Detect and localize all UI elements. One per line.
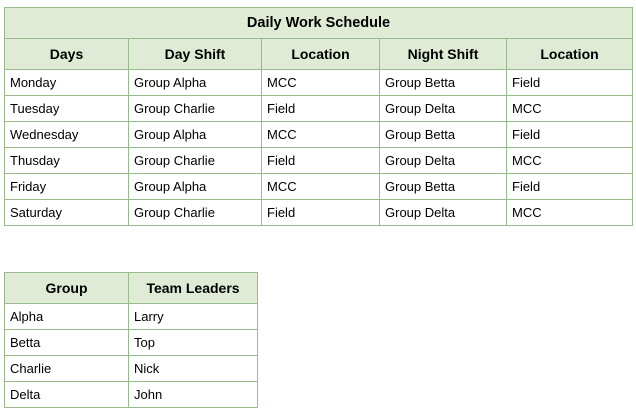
cell-night-location: Field bbox=[507, 70, 633, 96]
table-row bbox=[5, 200, 633, 226]
cell-day: Wednesday bbox=[5, 122, 129, 148]
cell-group: Alpha bbox=[5, 304, 129, 330]
cell-day-location: Field bbox=[262, 96, 380, 122]
table-row bbox=[5, 122, 633, 148]
group-team-leaders-table bbox=[4, 272, 258, 408]
cell-group: Betta bbox=[5, 330, 129, 356]
cell-day-location: MCC bbox=[262, 70, 380, 96]
table-row bbox=[5, 96, 633, 122]
cell-night-location: MCC bbox=[507, 148, 633, 174]
cell-team-leader: Top bbox=[129, 330, 258, 356]
table-row bbox=[5, 356, 258, 382]
cell-day: Monday bbox=[5, 70, 129, 96]
cell-night-location: MCC bbox=[507, 200, 633, 226]
table-header-row bbox=[5, 39, 633, 70]
cell-day: Thusday bbox=[5, 148, 129, 174]
table-header-row bbox=[5, 273, 258, 304]
table-row bbox=[5, 330, 258, 356]
table-row bbox=[5, 148, 633, 174]
cell-night-location: MCC bbox=[507, 96, 633, 122]
cell-day-location: Field bbox=[262, 200, 380, 226]
column-header-team-leaders: Team Leaders bbox=[129, 273, 258, 304]
cell-day-location: MCC bbox=[262, 174, 380, 200]
cell-night-shift: Group Betta bbox=[380, 122, 507, 148]
cell-day-shift: Group Charlie bbox=[129, 148, 262, 174]
cell-team-leader: John bbox=[129, 382, 258, 408]
cell-day-shift: Group Charlie bbox=[129, 200, 262, 226]
table-row bbox=[5, 382, 258, 408]
cell-night-shift: Group Betta bbox=[380, 70, 507, 96]
table-row bbox=[5, 174, 633, 200]
cell-night-shift: Group Betta bbox=[380, 174, 507, 200]
cell-day-location: MCC bbox=[262, 122, 380, 148]
daily-work-schedule-table bbox=[4, 7, 633, 226]
table-row bbox=[5, 70, 633, 96]
cell-day: Friday bbox=[5, 174, 129, 200]
column-header-location-night: Location bbox=[507, 39, 633, 70]
cell-group: Delta bbox=[5, 382, 129, 408]
schedule-title: Daily Work Schedule bbox=[5, 8, 633, 39]
cell-day-shift: Group Alpha bbox=[129, 122, 262, 148]
cell-night-location: Field bbox=[507, 122, 633, 148]
cell-day-shift: Group Alpha bbox=[129, 174, 262, 200]
cell-day-location: Field bbox=[262, 148, 380, 174]
column-header-location-day: Location bbox=[262, 39, 380, 70]
table-title-row bbox=[5, 8, 633, 39]
cell-day-shift: Group Charlie bbox=[129, 96, 262, 122]
cell-night-shift: Group Delta bbox=[380, 148, 507, 174]
column-header-group: Group bbox=[5, 273, 129, 304]
cell-night-shift: Group Delta bbox=[380, 96, 507, 122]
cell-group: Charlie bbox=[5, 356, 129, 382]
column-header-days: Days bbox=[5, 39, 129, 70]
cell-team-leader: Nick bbox=[129, 356, 258, 382]
table-row bbox=[5, 304, 258, 330]
cell-team-leader: Larry bbox=[129, 304, 258, 330]
cell-night-shift: Group Delta bbox=[380, 200, 507, 226]
cell-day-shift: Group Alpha bbox=[129, 70, 262, 96]
cell-day: Saturday bbox=[5, 200, 129, 226]
cell-night-location: Field bbox=[507, 174, 633, 200]
column-header-day-shift: Day Shift bbox=[129, 39, 262, 70]
cell-day: Tuesday bbox=[5, 96, 129, 122]
column-header-night-shift: Night Shift bbox=[380, 39, 507, 70]
